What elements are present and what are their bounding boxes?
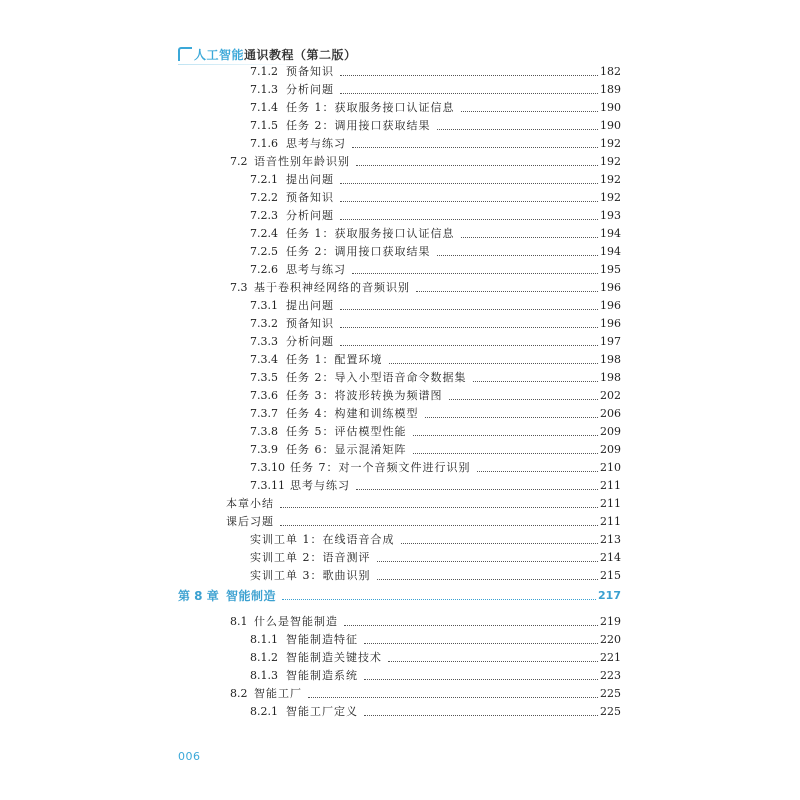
toc-entry-page: 209	[600, 425, 621, 438]
toc-dot-leader	[340, 93, 598, 94]
toc-entry-title: 分析问题	[286, 83, 334, 96]
toc-entry-number: 8.1.3	[250, 669, 278, 682]
toc-dot-leader	[377, 561, 599, 562]
toc-dot-leader	[340, 309, 598, 310]
toc-dot-leader	[377, 579, 599, 580]
toc-entry-title: 提出问题	[286, 299, 334, 312]
toc-entry-page: 211	[600, 479, 621, 492]
toc-dot-leader	[461, 237, 599, 238]
toc-entry[interactable]	[230, 614, 621, 630]
toc-entry-title: 本章小结	[226, 497, 274, 510]
toc-entry-number: 8.1.1	[250, 633, 278, 646]
toc-entry-number: 7.3.5	[250, 371, 278, 384]
toc-entry-title: 分析问题	[286, 335, 334, 348]
toc-entry[interactable]	[250, 172, 621, 188]
toc-entry-number: 7.3.6	[250, 389, 278, 402]
toc-dot-leader	[437, 129, 599, 130]
toc-entry-page: 206	[600, 407, 621, 420]
toc-entry-page: 215	[600, 569, 621, 582]
toc-entry[interactable]	[250, 460, 621, 476]
toc-entry[interactable]	[250, 190, 621, 206]
toc-entry-title: 思考与练习	[286, 263, 346, 276]
toc-entry-title: 思考与练习	[290, 479, 350, 492]
toc-entry-page: 192	[600, 155, 621, 168]
toc-entry-title: 任务 1：获取服务接口认证信息	[286, 101, 455, 114]
toc-entry-page: 189	[600, 83, 621, 96]
toc-dot-leader	[340, 201, 598, 202]
toc-entry[interactable]	[230, 154, 621, 170]
toc-entry-number: 7.2	[230, 155, 248, 168]
toc-entry-number: 7.3.4	[250, 353, 278, 366]
toc-entry-page: 210	[600, 461, 621, 474]
toc-entry[interactable]	[250, 334, 621, 350]
toc-entry[interactable]	[250, 388, 621, 404]
toc-entry-number: 7.2.6	[250, 263, 278, 276]
toc-entry-title: 任务 3：将波形转换为频谱图	[286, 389, 443, 402]
toc-entry-page: 192	[600, 191, 621, 204]
toc-entry[interactable]	[250, 668, 621, 684]
toc-entry-title: 智能制造关键技术	[286, 651, 382, 664]
toc-entry-page: 190	[600, 119, 621, 132]
toc-entry[interactable]	[250, 370, 621, 386]
toc-dot-leader	[364, 679, 598, 680]
toc-entry[interactable]	[250, 226, 621, 242]
toc-entry[interactable]	[250, 82, 621, 98]
book-title	[194, 46, 357, 63]
toc-dot-leader	[352, 147, 598, 148]
toc-entry[interactable]	[250, 208, 621, 224]
toc-entry-number: 8.1.2	[250, 651, 278, 664]
book-title-rest: 通识教程（第二版）	[244, 47, 357, 62]
toc-entry-number: 7.3.2	[250, 317, 278, 330]
toc-entry-page: 190	[600, 101, 621, 114]
toc-entry-title: 任务 1：配置环境	[286, 353, 383, 366]
toc-entry-title: 任务 5：评估模型性能	[286, 425, 407, 438]
toc-entry-title: 任务 4：构建和训练模型	[286, 407, 419, 420]
toc-dot-leader	[340, 183, 598, 184]
toc-entry-title: 课后习题	[226, 515, 274, 528]
toc-chapter-entry[interactable]	[178, 588, 621, 604]
toc-entry-page: 198	[600, 353, 621, 366]
toc-entry[interactable]	[250, 478, 621, 494]
toc-entry-page: 225	[600, 705, 621, 718]
toc-entry-title: 思考与练习	[286, 137, 346, 150]
toc-entry[interactable]	[250, 100, 621, 116]
toc-entry-page: 202	[600, 389, 621, 402]
toc-entry-title: 实训工单 1：在线语音合成	[250, 533, 395, 546]
toc-entry-title: 智能工厂定义	[286, 705, 358, 718]
toc-dot-leader	[340, 219, 598, 220]
toc-entry[interactable]	[250, 64, 621, 80]
toc-entry-page: 182	[600, 65, 621, 78]
toc-entry-number: 8.2.1	[250, 705, 278, 718]
toc-entry-title: 智能制造特征	[286, 633, 358, 646]
toc-entry-page: 196	[600, 299, 621, 312]
toc-dot-leader	[344, 625, 598, 626]
toc-dot-leader	[364, 715, 598, 716]
toc-dot-leader	[388, 661, 598, 662]
toc-dot-leader	[280, 507, 598, 508]
toc-entry[interactable]	[230, 280, 621, 296]
toc-entry-title: 分析问题	[286, 209, 334, 222]
toc-dot-leader	[413, 435, 599, 436]
toc-dot-leader	[413, 453, 599, 454]
toc-entry-number: 7.3.9	[250, 443, 278, 456]
toc-entry-page: 211	[600, 497, 621, 510]
toc-entry-title: 预备知识	[286, 317, 334, 330]
toc-entry-page: 223	[600, 669, 621, 682]
toc-entry-number: 7.2.5	[250, 245, 278, 258]
toc-dot-leader	[356, 165, 598, 166]
toc-entry-number: 8.2	[230, 687, 248, 700]
toc-entry-title: 什么是智能制造	[254, 615, 338, 628]
toc-entry-page: 195	[600, 263, 621, 276]
toc-entry-page: 221	[600, 651, 621, 664]
toc-dot-leader	[437, 255, 599, 256]
page-number: 006	[178, 750, 201, 763]
toc-entry-number: 8.1	[230, 615, 248, 628]
toc-entry[interactable]	[250, 406, 621, 422]
toc-entry[interactable]	[250, 568, 621, 584]
toc-entry[interactable]	[250, 244, 621, 260]
toc-entry-title: 实训工单 2：语音测评	[250, 551, 371, 564]
toc-entry-page: 192	[600, 137, 621, 150]
toc-entry[interactable]	[250, 316, 621, 332]
toc-entry-title: 智能制造	[226, 589, 277, 603]
toc-entry-title: 任务 2：调用接口获取结果	[286, 119, 431, 132]
toc-entry-number: 7.3.11	[250, 479, 285, 492]
running-header	[178, 44, 357, 64]
toc-entry[interactable]	[250, 118, 621, 134]
toc-entry[interactable]	[250, 352, 621, 368]
toc-entry-page: 197	[600, 335, 621, 348]
toc-dot-leader	[401, 543, 599, 544]
toc-entry-page: 211	[600, 515, 621, 528]
toc-entry[interactable]	[250, 550, 621, 566]
toc-dot-leader	[282, 599, 596, 600]
toc-entry-page: 217	[598, 589, 621, 602]
toc-entry-number: 7.2.4	[250, 227, 278, 240]
toc-entry-page: 220	[600, 633, 621, 646]
toc-entry-number: 7.1.3	[250, 83, 278, 96]
toc-entry-title: 智能工厂	[254, 687, 302, 700]
toc-entry-number: 7.1.2	[250, 65, 278, 78]
toc-dot-leader	[461, 111, 599, 112]
toc-dot-leader	[356, 489, 598, 490]
toc-entry-page: 196	[600, 317, 621, 330]
toc-entry-title: 语音性别年龄识别	[254, 155, 350, 168]
toc-entry[interactable]	[250, 424, 621, 440]
toc-entry-title: 预备知识	[286, 65, 334, 78]
toc-entry-number: 7.3.7	[250, 407, 278, 420]
toc-entry-number: 7.3	[230, 281, 248, 294]
toc-entry-title: 任务 1：获取服务接口认证信息	[286, 227, 455, 240]
toc-entry-page: 214	[600, 551, 621, 564]
toc-entry-number: 7.3.3	[250, 335, 278, 348]
toc-entry[interactable]	[250, 532, 621, 548]
toc-dot-leader	[449, 399, 599, 400]
toc-entry-title: 预备知识	[286, 191, 334, 204]
toc-entry-page: 219	[600, 615, 621, 628]
toc-entry[interactable]	[250, 298, 621, 314]
toc-entry-title: 任务 2：导入小型语音命令数据集	[286, 371, 467, 384]
toc-dot-leader	[477, 471, 599, 472]
toc-entry-title: 任务 2：调用接口获取结果	[286, 245, 431, 258]
toc-entry-page: 225	[600, 687, 621, 700]
toc-entry-page: 209	[600, 443, 621, 456]
toc-dot-leader	[352, 273, 598, 274]
book-title-accent: 人工智能	[194, 47, 245, 62]
toc-entry-number: 7.1.5	[250, 119, 278, 132]
toc-entry-number: 7.2.2	[250, 191, 278, 204]
toc-entry-title: 任务 6：显示混淆矩阵	[286, 443, 407, 456]
toc-entry[interactable]	[250, 262, 621, 278]
bracket-icon	[178, 47, 192, 61]
toc-dot-leader	[340, 345, 598, 346]
toc-entry-number: 7.3.8	[250, 425, 278, 438]
toc-entry-number: 7.3.10	[250, 461, 285, 474]
toc-entry-number: 7.1.6	[250, 137, 278, 150]
toc-entry-title: 提出问题	[286, 173, 334, 186]
toc-entry-page: 196	[600, 281, 621, 294]
toc-entry-title: 任务 7：对一个音频文件进行识别	[290, 461, 471, 474]
toc-entry-number: 第 8 章	[178, 589, 219, 603]
toc-entry-number: 7.2.1	[250, 173, 278, 186]
toc-entry-page: 194	[600, 227, 621, 240]
toc-entry-page: 192	[600, 173, 621, 186]
toc-dot-leader	[280, 525, 598, 526]
toc-entry[interactable]	[250, 136, 621, 152]
toc-entry-page: 193	[600, 209, 621, 222]
toc-entry[interactable]	[226, 496, 621, 512]
toc-entry-number: 7.1.4	[250, 101, 278, 114]
toc-entry-number: 7.3.1	[250, 299, 278, 312]
toc-entry[interactable]	[230, 686, 621, 702]
toc-entry-title: 智能制造系统	[286, 669, 358, 682]
toc-entry-number: 7.2.3	[250, 209, 278, 222]
toc-dot-leader	[340, 327, 598, 328]
toc-dot-leader	[416, 291, 598, 292]
toc-entry-title: 基于卷积神经网络的音频识别	[254, 281, 410, 294]
toc-entry[interactable]	[250, 650, 621, 666]
toc-entry[interactable]	[250, 704, 621, 720]
toc-entry-title: 实训工单 3：歌曲识别	[250, 569, 371, 582]
toc-entry[interactable]	[250, 442, 621, 458]
toc-dot-leader	[425, 417, 599, 418]
toc-dot-leader	[473, 381, 599, 382]
toc-entry[interactable]	[226, 514, 621, 530]
toc-dot-leader	[340, 75, 598, 76]
toc-entry-page: 194	[600, 245, 621, 258]
toc-entry-page: 213	[600, 533, 621, 546]
toc-dot-leader	[389, 363, 599, 364]
toc-dot-leader	[308, 697, 598, 698]
toc-entry[interactable]	[250, 632, 621, 648]
toc-dot-leader	[364, 643, 598, 644]
toc-entry-page: 198	[600, 371, 621, 384]
